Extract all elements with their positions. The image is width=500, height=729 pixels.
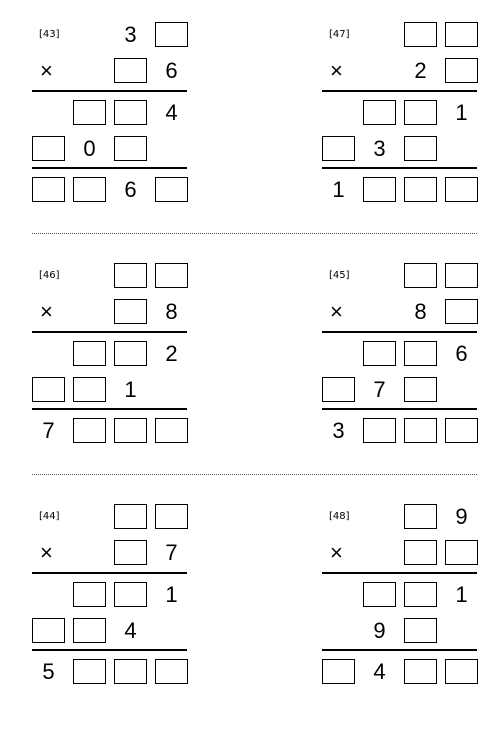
- answer-box[interactable]: [155, 22, 188, 47]
- answer-box[interactable]: [363, 100, 396, 125]
- answer-box[interactable]: [404, 177, 437, 202]
- sum-line: [32, 167, 187, 169]
- digit: 2: [165, 340, 178, 366]
- answer-box[interactable]: [445, 22, 478, 47]
- answer-box[interactable]: [114, 58, 147, 83]
- answer-box[interactable]: [445, 263, 478, 288]
- problem-47: [322, 22, 477, 200]
- answer-box[interactable]: [363, 418, 396, 443]
- answer-box[interactable]: [114, 418, 147, 443]
- product-line: [322, 331, 477, 333]
- digit: 6: [124, 176, 137, 202]
- answer-box[interactable]: [114, 341, 147, 366]
- digit: 7: [373, 376, 386, 402]
- problem-43: [32, 22, 187, 200]
- problem-45: [322, 263, 477, 441]
- answer-box[interactable]: [363, 582, 396, 607]
- answer-box[interactable]: [363, 177, 396, 202]
- digit: 1: [124, 376, 137, 402]
- problem-number: [48]: [329, 511, 350, 522]
- digit: 2: [414, 57, 427, 83]
- problem-number: [47]: [329, 29, 350, 40]
- product-line: [32, 90, 187, 92]
- answer-box[interactable]: [404, 22, 437, 47]
- digit: 9: [455, 503, 468, 529]
- digit: 3: [124, 21, 137, 47]
- digit: 1: [332, 176, 345, 202]
- digit: 9: [373, 617, 386, 643]
- answer-box[interactable]: [114, 136, 147, 161]
- digit: 7: [165, 539, 178, 565]
- answer-box[interactable]: [32, 177, 65, 202]
- multiply-sign: ×: [40, 58, 53, 83]
- sum-line: [322, 649, 477, 651]
- digit: 5: [42, 658, 55, 684]
- answer-box[interactable]: [404, 100, 437, 125]
- answer-box[interactable]: [32, 618, 65, 643]
- answer-box[interactable]: [404, 618, 437, 643]
- answer-box[interactable]: [404, 659, 437, 684]
- answer-box[interactable]: [404, 504, 437, 529]
- answer-box[interactable]: [445, 58, 478, 83]
- sum-line: [322, 408, 477, 410]
- answer-box[interactable]: [445, 540, 478, 565]
- problem-48: [322, 504, 477, 682]
- multiply-sign: ×: [330, 58, 343, 83]
- product-line: [32, 572, 187, 574]
- digit: 8: [165, 298, 178, 324]
- digit: 4: [165, 99, 178, 125]
- answer-box[interactable]: [114, 299, 147, 324]
- answer-box[interactable]: [155, 504, 188, 529]
- problem-44: [32, 504, 187, 682]
- answer-box[interactable]: [114, 263, 147, 288]
- digit: 3: [332, 417, 345, 443]
- digit: 0: [83, 135, 96, 161]
- answer-box[interactable]: [114, 582, 147, 607]
- sum-line: [32, 649, 187, 651]
- answer-box[interactable]: [155, 263, 188, 288]
- answer-box[interactable]: [155, 418, 188, 443]
- problem-number: [44]: [39, 511, 60, 522]
- answer-box[interactable]: [73, 418, 106, 443]
- answer-box[interactable]: [114, 504, 147, 529]
- product-line: [32, 331, 187, 333]
- multiply-sign: ×: [40, 540, 53, 565]
- answer-box[interactable]: [404, 341, 437, 366]
- answer-box[interactable]: [114, 540, 147, 565]
- answer-box[interactable]: [445, 177, 478, 202]
- answer-box[interactable]: [445, 659, 478, 684]
- dotted-separator-1: [32, 233, 477, 234]
- digit: 6: [165, 57, 178, 83]
- sum-line: [32, 408, 187, 410]
- problem-46: [32, 263, 187, 441]
- answer-box[interactable]: [363, 341, 396, 366]
- answer-box[interactable]: [73, 377, 106, 402]
- digit: 4: [124, 617, 137, 643]
- digit: 6: [455, 340, 468, 366]
- answer-box[interactable]: [322, 659, 355, 684]
- answer-box[interactable]: [73, 100, 106, 125]
- answer-box[interactable]: [404, 377, 437, 402]
- sum-line: [322, 167, 477, 169]
- answer-box[interactable]: [404, 263, 437, 288]
- digit: 8: [414, 298, 427, 324]
- product-line: [322, 90, 477, 92]
- multiply-sign: ×: [330, 540, 343, 565]
- answer-box[interactable]: [404, 582, 437, 607]
- multiply-sign: ×: [330, 299, 343, 324]
- product-line: [322, 572, 477, 574]
- problem-number: [46]: [39, 270, 60, 281]
- answer-box[interactable]: [445, 418, 478, 443]
- answer-box[interactable]: [73, 582, 106, 607]
- answer-box[interactable]: [73, 341, 106, 366]
- digit: 7: [42, 417, 55, 443]
- problem-number: [45]: [329, 270, 350, 281]
- answer-box[interactable]: [404, 418, 437, 443]
- answer-box[interactable]: [73, 177, 106, 202]
- answer-box[interactable]: [155, 659, 188, 684]
- answer-box[interactable]: [445, 299, 478, 324]
- dotted-separator-2: [32, 474, 477, 475]
- digit: 1: [455, 99, 468, 125]
- answer-box[interactable]: [32, 377, 65, 402]
- digit: 4: [373, 658, 386, 684]
- answer-box[interactable]: [73, 659, 106, 684]
- answer-box[interactable]: [322, 136, 355, 161]
- digit: 3: [373, 135, 386, 161]
- answer-box[interactable]: [114, 659, 147, 684]
- answer-box[interactable]: [404, 136, 437, 161]
- multiply-sign: ×: [40, 299, 53, 324]
- digit: 1: [455, 581, 468, 607]
- answer-box[interactable]: [404, 540, 437, 565]
- answer-box[interactable]: [322, 377, 355, 402]
- answer-box[interactable]: [114, 100, 147, 125]
- problem-number: [43]: [39, 29, 60, 40]
- digit: 1: [165, 581, 178, 607]
- answer-box[interactable]: [32, 136, 65, 161]
- answer-box[interactable]: [155, 177, 188, 202]
- answer-box[interactable]: [73, 618, 106, 643]
